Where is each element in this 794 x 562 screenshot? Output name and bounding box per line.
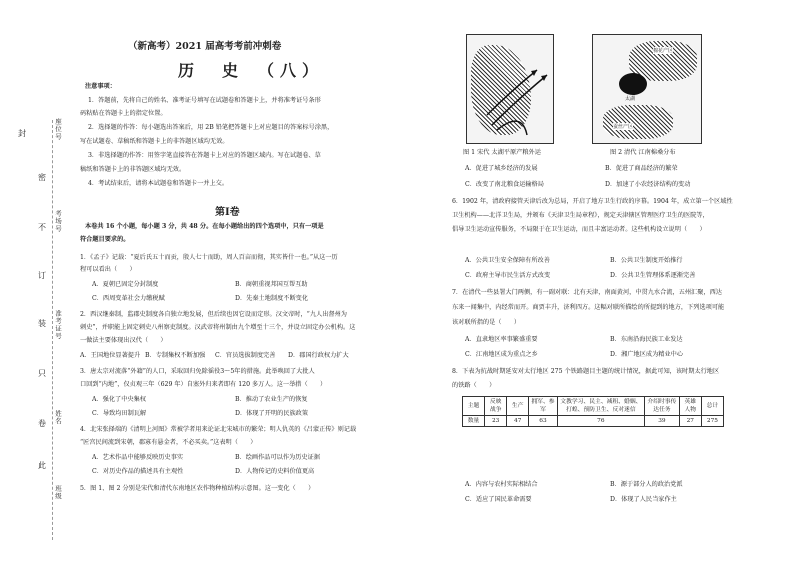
notice-line: 4．考试结束后，请将本试题卷和答题卡一并上交。: [88, 180, 229, 187]
table-cell: 47: [507, 416, 529, 427]
answer-option[interactable]: D．人物传记的史料价值更高: [235, 468, 315, 475]
table-header-cell: 反映战争: [485, 397, 507, 416]
table-row: [463, 416, 724, 427]
side-seal-char: 封: [18, 129, 26, 138]
side-seal-char: 卷: [38, 419, 46, 428]
exam-room-field: 考场号: [54, 210, 62, 233]
answer-option[interactable]: B．绘画作品可以作为历史证据: [235, 454, 320, 461]
side-seal-char: 装: [38, 319, 46, 328]
answer-option[interactable]: C．江南地区成为重点之乡: [465, 351, 538, 358]
question-stem: 东来一闻集中，内经常而开。商贾丰升，济利四方。这幅对联所描绘的所提到的地方，下列选项可能: [452, 304, 725, 311]
notice-line: 1．答题前，先将自己的姓名、准考证号填写在试题卷和答题卡上，并将准考证号条形: [88, 97, 321, 104]
table-header-cell: 拥军、参军: [529, 397, 557, 416]
section-intro: 本卷共 16 个小题，每小题 3 分，共 48 分。在每小题给出的四个选项中，只有一项是: [85, 223, 324, 230]
answer-option[interactable]: A．王国地位显著提升: [80, 352, 141, 359]
answer-option[interactable]: D．郡国行政权力扩大: [288, 352, 349, 359]
answer-option[interactable]: D．体现了开明的民族政策: [235, 410, 309, 417]
binding-line: [52, 120, 53, 540]
answer-option[interactable]: C．适应了国民革命需要: [465, 496, 532, 503]
question-stem: 7．在清代一些县署大门两侧，有一副对联：北有天津，南面黄河，中贯九水合流，五州汇聚，西达: [452, 289, 722, 296]
table-cell: 39: [645, 416, 680, 427]
table-cell: 275: [701, 416, 723, 427]
table-header-cell: 英雄人物: [679, 397, 701, 416]
answer-option[interactable]: B．商朝重视邦国互帮互助: [235, 281, 308, 288]
map-label-silk: 蚕丝产区: [613, 124, 634, 130]
notice-line: 稿纸和答题卡上的非答题区域均无效。: [80, 166, 186, 173]
side-seal-char: 订: [38, 271, 46, 280]
map-label-taihu: 太湖: [625, 96, 636, 102]
side-seal-char: 只: [38, 369, 46, 378]
question-stem: 3．唐太宗对流落“外籍”的人口，采取回归免除徭役3～5年的措施。此举唤回了大批人: [80, 368, 315, 375]
question-stem: 刺史”，并职能上固定刺史八州察吏制度。汉武帝将州制由九个增至十三个，并设立固定办公机构。这: [80, 324, 356, 331]
table-cell: 23: [485, 416, 507, 427]
map-figure-1: [466, 34, 554, 144]
class-field: 班级: [54, 485, 62, 500]
answer-option[interactable]: A．艺术作品中能够反映历史事实: [92, 454, 184, 461]
table-header-cell: 总计: [701, 397, 723, 416]
question-stem: 2．西汉继秦制，监郡史制度各自独立地发展，但后续也因它设而定形。汉文帝时，“九人出督州为: [80, 311, 347, 318]
question-stem: 1．《孟子》记载：“夏后氏五十而贡，殷人七十而助，周人百亩而彻，其实皆什一也。”从这一历: [80, 254, 338, 261]
answer-option[interactable]: D．公共卫生管理体系逐渐完善: [610, 272, 696, 279]
seat-number-field: 座位号: [54, 118, 62, 141]
answer-option[interactable]: B．东南沿海民族工业发达: [610, 336, 683, 343]
table-cell: 数量: [463, 416, 485, 427]
table-header-cell: 文教学习、民主、减租、婚姻、打蝗、预防卫生、反对迷信: [557, 397, 644, 416]
answer-option[interactable]: C．西周变革社会力缴税赋: [92, 295, 165, 302]
question-stem: 倡导卫生运动宣传服务，不局限于在卫生运动，而且丰富运动者。这些机构设立说明（ ）: [452, 226, 706, 233]
question-stem: 6．1902 年，清政府接管天津后改为总局，开启了地方卫生行政的序幕。1904 年，成立第一个区域性: [452, 198, 733, 205]
notice-line: 码粘贴在答题卡上的指定位置。: [80, 110, 167, 117]
answer-option[interactable]: D．加速了小农经济结构的变动: [605, 181, 691, 188]
question-stem: 4．北宋张择端的《清明上河图》常被学者用来论证北宋城市的繁荣；明人仇英的《吕蒙正传》则记载: [80, 426, 357, 433]
question-stem: 一做法主要体现出汉代（ ）: [80, 337, 167, 344]
answer-option[interactable]: C．官员选拔制度完善: [215, 352, 276, 359]
subject-title: 历 史 （八）: [178, 61, 325, 80]
table-cell: 76: [557, 416, 644, 427]
table-header-cell: 生产: [507, 397, 529, 416]
question-stem: 8．下表为抗战时期延安对太行地区 275 个铁路题目主题的统计情况，据此可知，该时期太行地区: [452, 368, 720, 375]
side-seal-char: 不: [38, 223, 46, 232]
answer-option[interactable]: A．直隶地区率事繁盛重要: [465, 336, 538, 343]
answer-option[interactable]: D．湘广地区成为精业中心: [610, 351, 684, 358]
answer-option[interactable]: A．公共卫生安全保障有所改善: [465, 257, 550, 264]
exam-title: （新高考）2021 届高考考前冲刺卷: [128, 41, 282, 52]
notice-line: 3．非选择题的作答：用签字笔直接答在答题卡上对应的答题区域内。写在试题卷、草: [88, 152, 321, 159]
map-label-cotton: 棉花产区: [653, 48, 674, 54]
question-stem: “匠宫民间流到宋朝，郡寡有悬金者，不必买卖。”这表明（ ）: [80, 439, 257, 446]
taihu-lake-shape: [619, 73, 647, 95]
trade-route-arrows: [467, 35, 553, 143]
statistics-table: [462, 396, 724, 427]
question-stem: 口回到“内地”，仅贞观三年（629 年）自塞外归来者即有 120 多万人。这一举措（ ）: [80, 381, 327, 388]
answer-option[interactable]: D．体现了人民当家作主: [610, 496, 677, 503]
figure-caption: 图 2 清代 江南棉桑分布: [610, 149, 676, 156]
table-cell: 27: [679, 416, 701, 427]
answer-option[interactable]: B．源于部分人的政治党派: [610, 481, 683, 488]
table-header-cell: 介绍时事传达任务: [645, 397, 680, 416]
answer-option[interactable]: C．政府主导市民生活方式改变: [465, 272, 551, 279]
question-stem: 卫生机构——北洋卫生局，并颁布《天津卫生局章程》，规定天津辖区管理医疗卫生的医院等，: [452, 212, 709, 219]
map-figure-2: [592, 34, 702, 144]
answer-option[interactable]: A．强化了中央集权: [92, 396, 146, 403]
question-stem: 该对联所指的是（ ）: [452, 319, 521, 326]
section-intro: 符合题目要求的。: [80, 236, 130, 243]
answer-option[interactable]: A．夏朝已固定分封制度: [92, 281, 159, 288]
notice-heading: 注意事项：: [85, 83, 116, 90]
ticket-number-field: 准考证号: [54, 310, 62, 340]
section-title: 第Ⅰ卷: [215, 207, 240, 218]
answer-option[interactable]: C．导致均田制瓦解: [92, 410, 147, 417]
answer-option[interactable]: B．促进了商品经济的繁荣: [605, 165, 678, 172]
question-stem: 5．图 1、图 2 分别是宋代和清代东南地区农作物种植结构示意图。这一变化（ ）: [80, 485, 315, 492]
answer-option[interactable]: B．公共卫生制度开始推行: [610, 257, 683, 264]
answer-option[interactable]: B．专制集权不断加强: [145, 352, 206, 359]
side-seal-char: 密: [38, 173, 46, 182]
notice-line: 写在试题卷、草稿纸和答题卡上的非答题区域均无效。: [80, 138, 229, 145]
name-field: 姓名: [54, 410, 62, 425]
side-seal-char: 此: [38, 461, 46, 470]
table-header-row: [463, 397, 724, 416]
answer-option[interactable]: D．先秦土地制度不断变化: [235, 295, 309, 302]
question-stem: 的铁路（ ）: [452, 382, 496, 389]
question-stem: 程可以看出（ ）: [80, 266, 136, 273]
table-cell: 63: [529, 416, 557, 427]
answer-option[interactable]: C．改变了南北粮食运输格局: [465, 181, 544, 188]
answer-option[interactable]: A．促进了城乡经济的发展: [465, 165, 538, 172]
answer-option[interactable]: C．对历史作品的描述具有主观性: [92, 468, 184, 475]
answer-option[interactable]: A．内容与农村实际相结合: [465, 481, 538, 488]
table-header-cell: 主题: [463, 397, 485, 416]
figure-caption: 图 1 宋代 太湖平原产粮外运: [463, 149, 541, 156]
notice-line: 2．选择题的作答：每小题选出答案后，用 2B 铅笔把答题卡上对应题目的答案标号涂黑，: [88, 124, 334, 131]
answer-option[interactable]: B．推动了农业生产的恢复: [235, 396, 308, 403]
